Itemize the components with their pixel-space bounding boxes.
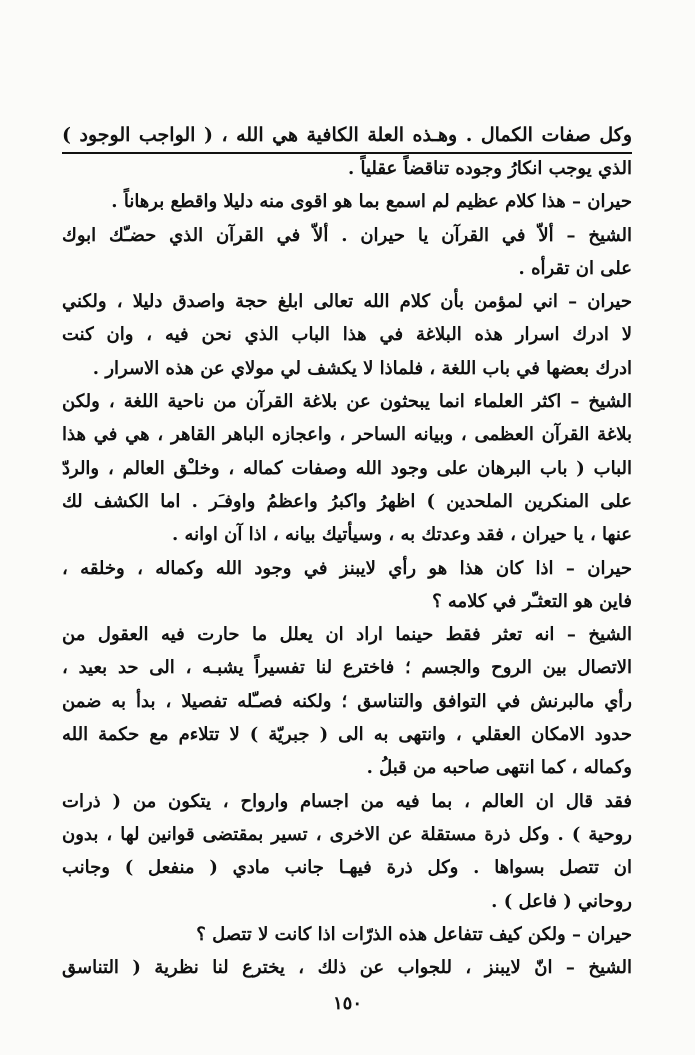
text-line: على ان تقرأه .: [518, 257, 632, 279]
text-line: الباب ( باب البرهان على وجود الله وصفات كماله ، وخلـْق العالم ، والردّ: [62, 457, 632, 479]
text-line: الذي يوجب انكارُ وجوده تناقضاً عقلياً .: [347, 158, 632, 179]
text-line: ادرك بعضها في باب اللغة ، فلماذا لا يكشف لي مولاي عن هذه الاسرار .: [92, 357, 632, 379]
text-line: الشيخ – انه تعثر فقط حينما اراد ان يعلل ما حارت فيه العقول من: [62, 624, 632, 646]
text-line: بلاغة القرآن العظمى ، وبيانه الساحر ، واعجازه الباهر القاهر ، هي في هذا: [62, 424, 632, 446]
text-line: الشيخ – ألاّ في القرآن يا حيران . ألاّ في القرآن الذي حضـّك ابوك: [62, 224, 632, 246]
text-line: ان تتصل بسواها . وكل ذرة فيهـا جانب مادي ( منفعل ) وجانب: [62, 857, 632, 879]
text-line: حيران – هذا كلام عظيم لم اسمع بما هو اقوى منه دليلا واقطع برهاناً .: [111, 191, 632, 213]
text-line: الشيخ – انّ لايبنز ، للجواب عن ذلك ، يخترع لنا نظرية ( التناسق: [62, 957, 632, 979]
text-line: وكماله ، كما انتهى صاحبه من قبلُ .: [366, 757, 632, 779]
body-text: [62, 152, 632, 984]
text-line: رأي مالبرنش في التوافق والتناسق ؛ ولكنه فصـّله تفصيلا ، بدأ به ضمن: [62, 690, 632, 712]
text-line: حيران – ولكن كيف تتفاعل هذه الذرّات اذا كانت لا تتصل ؟: [196, 923, 632, 945]
text-line: فاين هو التعثـّر في كلامه ؟: [432, 590, 632, 612]
text-line: على المنكرين الملحدين ) اظهرُ واكبرُ واعظمُ واوفـَر . اما الكشف لك: [62, 490, 632, 512]
text-line: حيران – اني لمؤمن بأن كلام الله تعالى ابلغ حجة واصدق دليلا ، ولكني: [62, 291, 632, 313]
text-line: حيران – اذا كان هذا هو رأي لايبنز في وجود الله وكماله ، وخلقه ،: [62, 557, 632, 579]
text-line: فقد قال ان العالم ، بما فيه من اجسام وارواح ، يتكون من ( ذرات: [62, 790, 632, 812]
text-line: لا ادرك اسرار هذه البلاغة في هذا الباب الذي نحن فيه ، وان كنت: [62, 324, 632, 346]
text-line: حدود الامكان العقلي ، وانتهى به الى ( جبريّة ) لا تتلاءم مع حكمة الله: [62, 724, 632, 746]
text-line: الاتصال بين الروح والجسم ؛ فاخترع لنا تفسيراً يشبـه ، الى حد بعيد ،: [62, 657, 632, 679]
page-number: ١٥٠: [332, 993, 362, 1014]
text-line: الشيخ – اكثر العلماء انما يبحثون عن بلاغة القرآن من ناحية اللغة ، ولكن: [62, 391, 632, 413]
running-header: وكل صفات الكمال . وهـذه العلة الكافية هي الله ، ( الواجب الوجود ): [62, 124, 632, 146]
text-line: روحية ) . وكل ذرة مستقلة عن الاخرى ، تسير بمقتضى قوانين لها ، بدون: [62, 823, 632, 845]
text-line: روحاني ( فاعل ) .: [491, 890, 632, 912]
text-line: عنها ، يا حيران ، فقد وعدتك به ، وسيأتيك بيانه ، اذا آن اوانه .: [171, 524, 632, 546]
